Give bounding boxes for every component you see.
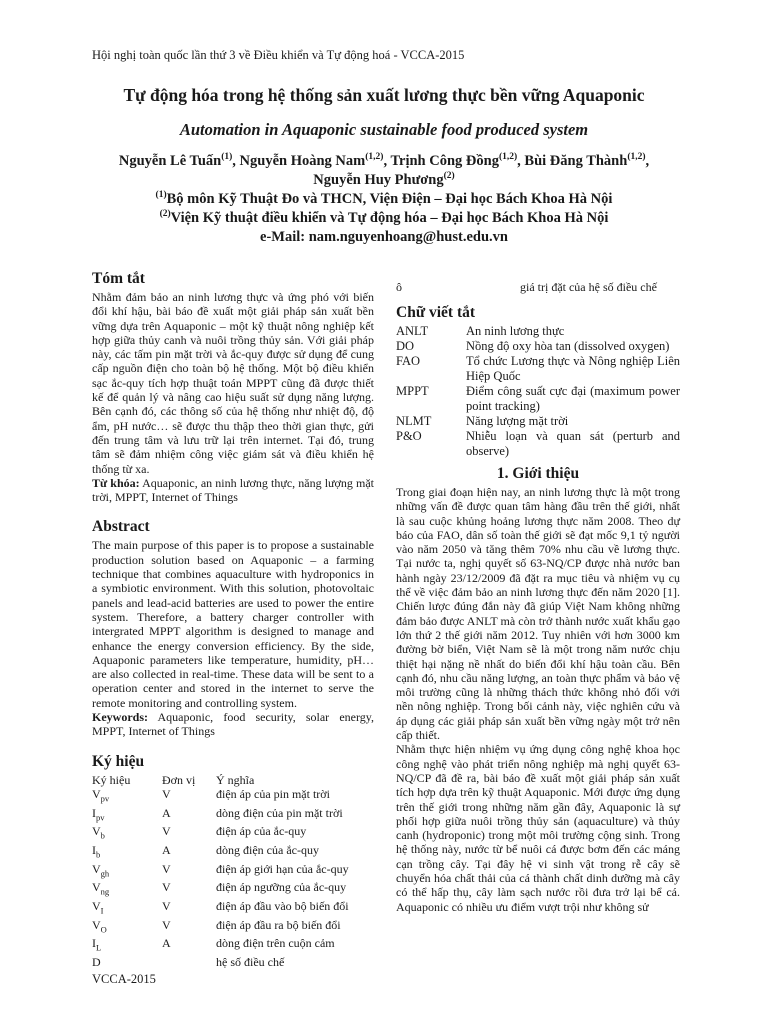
table-row bbox=[92, 955, 374, 974]
table-row bbox=[92, 899, 374, 918]
table-row bbox=[92, 806, 374, 825]
symbol-cell: $V_{gh}$ bbox=[92, 861, 110, 879]
meaning-cell: giá trị đặt của hệ số điều chế bbox=[520, 280, 657, 294]
meaning-cell: điện áp đầu ra bộ biến đổi bbox=[216, 917, 341, 932]
author-list-line2 bbox=[40, 171, 728, 190]
left-column bbox=[92, 270, 374, 974]
table-row bbox=[92, 824, 374, 843]
abbr-cell: ANLT bbox=[396, 324, 429, 338]
symbol-table-header bbox=[92, 773, 374, 787]
meaning-cell: điện áp của pin mặt trời bbox=[216, 786, 330, 801]
unit-cell: V bbox=[162, 917, 171, 932]
author-list: Nguyễn Lê Tuấn$^{(1)}$, Nguyễn Hoàng Nam$^{(1,2)}$, Trịnh Công Đồng$^{(1,2)}$, Bùi Đăng Thành$^{(1,2)}$, bbox=[118, 152, 650, 169]
table-row bbox=[92, 880, 374, 899]
tomtat-body: Nhằm đảm bảo an ninh lương thực và ứng phó với biến đổi khí hậu, bài báo đề xuất một giải pháp sản xuất bền vững dựa trên Aquaponic – một kỹ thuật nông nghiệp kết hợp giữa thủy canh và nuôi trồng thủy sản. Với giải pháp này, các tấm pin mặt trời và ắc-quy được sử dụng để cung cấp nguồn điện cho toàn bộ hệ thống. Một bộ điều khiển sạc ắc-quy tích hợp thuật toán MPPT cũng đã được thiết kế để quản lý và nâng cao hiệu suất sử dụng năng lượng. Bên cạnh đó, các thông số của hệ thống như nhiệt độ, độ ẩm, pH nước… sẽ được thu thập theo thời gian thực, gửi đến trung tâm và lưu trữ lại trên internet. Tại đó, trung tâm sẽ đảm nhiệm công việc giám sát và điều khiển hệ thống từ xa. bbox=[92, 290, 374, 476]
symbol-cell: $V_I$ bbox=[92, 899, 104, 916]
intro-heading: 1. Giới thiệu bbox=[496, 465, 580, 482]
unit-cell: A bbox=[162, 805, 171, 820]
paper-title-en: Automation in Aquaponic sustainable food produced system bbox=[179, 120, 589, 139]
abstract-heading: Abstract bbox=[92, 518, 150, 536]
author-affiliation-mark: (1,2) bbox=[498, 152, 518, 163]
unit-cell: V bbox=[162, 861, 171, 876]
symbol-cell: $V_{ng}$ bbox=[92, 880, 110, 897]
tomtat-heading: Tóm tắt bbox=[92, 270, 145, 287]
author-name: Nguyễn Huy Phương bbox=[313, 172, 444, 188]
abbr-cell: DO bbox=[396, 339, 415, 353]
title-block bbox=[40, 84, 728, 247]
table-row bbox=[396, 339, 680, 354]
abbr-cell: FAO bbox=[396, 354, 421, 368]
keywords-label: Từ khóa: bbox=[92, 475, 140, 490]
abstract-keywords bbox=[92, 710, 374, 739]
table-row bbox=[92, 918, 374, 937]
intro-paragraph-2: Nhằm thực hiện nhiệm vụ ứng dụng công nghệ khoa học công nghệ vào phát triển nông nghiệp mà nghị quyết 63-NQ/CP đã đề ra, bài báo đề xuất một giải pháp sản xuất tích hợp dựa trên kỹ thuật Aquaponic. Mới được ứng dụng trên thế giới trong những năm gần đây, Aquaponic là sự phối hợp giữa nuôi trồng thủy sản (aquaculture) và thủy canh (hydroponic) trong một môi trường cộng sinh. Trong hệ thống này, nước từ bể nuôi cá được bơm đến các máng cạn trồng cây. Tại đây hệ vi sinh vật trong rễ cây sẽ chuyển hóa chất thải của cá thành chất dinh dưỡng mà cây có thể hấp thụ, cây làm sạch nước rồi đưa trở lại bể cá. Aquaponic có nhiều ưu điểm vượt trội như không sử bbox=[396, 742, 680, 914]
tomtat-keywords bbox=[92, 476, 374, 505]
col-header-unit: Đơn vị bbox=[162, 772, 196, 787]
abbr-full-cell: Tổ chức Lương thực và Nông nghiệp Liên Hiệp Quốc bbox=[466, 354, 680, 383]
author-affiliation-mark: (2) bbox=[443, 171, 455, 182]
meaning-cell: dòng điện của ắc-quy bbox=[216, 842, 319, 857]
affiliation-text: Bộ môn Kỹ Thuật Đo và THCN, Viện Điện – Đại học Bách Khoa Hà Nội bbox=[166, 191, 613, 207]
col-header-symbol: Ký hiệu bbox=[92, 772, 131, 787]
meaning-cell: hệ số điều chế bbox=[216, 955, 285, 970]
keywords-label: Keywords: bbox=[92, 710, 148, 725]
abbr-full-cell: Điểm công suất cực đại (maximum power point tracking) bbox=[466, 384, 680, 413]
affiliation-mark: (1) bbox=[155, 190, 167, 201]
table-row bbox=[396, 429, 680, 459]
author-affiliation-mark: (1,2) bbox=[365, 152, 384, 163]
paper-title-vi: Tự động hóa trong hệ thống sản xuất lương thực bền vững Aquaponic bbox=[123, 85, 645, 105]
contact-email: e-Mail: nam.nguyenhoang@hust.edu.vn bbox=[260, 229, 508, 245]
symbol-cell: $V_b$ bbox=[92, 824, 105, 841]
unit-cell bbox=[162, 955, 216, 974]
chuviettat-heading: Chữ viết tắt bbox=[396, 304, 476, 321]
table-row bbox=[92, 787, 374, 806]
unit-cell: V bbox=[162, 880, 171, 895]
unit-cell: V bbox=[162, 899, 171, 914]
symbol-continuation-row bbox=[396, 280, 680, 294]
affiliation-2 bbox=[40, 209, 728, 228]
symbol-table bbox=[92, 773, 374, 974]
running-header: Hội nghị toàn quốc lần thứ 3 về Điều khiển và Tự động hoá - VCCA-2015 bbox=[92, 48, 465, 62]
keywords-text: Aquaponic, an ninh lương thực, năng lượng mặt trời, MPPT, Internet of Things bbox=[92, 475, 374, 505]
author-affiliation-mark: (1,2) bbox=[627, 152, 646, 163]
abbr-cell: MPPT bbox=[396, 384, 429, 398]
meaning-cell: điện áp ngưỡng của ắc-quy bbox=[216, 880, 347, 895]
symbol-cell: $I_b$ bbox=[92, 842, 101, 860]
abbr-full-cell: Năng lượng mặt trời bbox=[466, 414, 569, 428]
meaning-cell: điện áp của ắc-quy bbox=[216, 824, 307, 839]
author-affiliation-mark: (1) bbox=[221, 152, 233, 163]
unit-cell: V bbox=[162, 824, 171, 839]
abbr-full-cell: An ninh lương thực bbox=[466, 324, 565, 338]
table-row bbox=[396, 354, 680, 384]
affiliation-text: Viện Kỹ thuật điều khiển và Tự động hóa – Đại học Bách Khoa Hà Nội bbox=[170, 210, 609, 226]
kyhieu-heading: Ký hiệu bbox=[92, 752, 145, 770]
author-name: Nguyễn Hoàng Nam bbox=[239, 153, 366, 169]
affiliation-1 bbox=[40, 190, 728, 209]
abbr-cell: P&O bbox=[396, 429, 422, 443]
abbr-full-cell: Nhiễu loạn và quan sát (perturb and observe) bbox=[466, 429, 680, 458]
author-name: Bùi Đăng Thành bbox=[524, 153, 628, 169]
abbr-full-cell: Nồng độ oxy hòa tan (dissolved oxygen) bbox=[466, 339, 670, 353]
author-name: Trịnh Công Đồng bbox=[390, 153, 499, 169]
symbol-cell: D bbox=[92, 955, 101, 970]
author-name: Nguyễn Lê Tuấn bbox=[118, 153, 222, 169]
abbreviation-table bbox=[396, 324, 680, 459]
meaning-cell: điện áp đầu vào bộ biến đổi bbox=[216, 899, 349, 914]
affiliation-mark: (2) bbox=[159, 209, 171, 220]
col-header-meaning: Ý nghĩa bbox=[216, 772, 255, 787]
symbol-cell: $V_{pv}$ bbox=[92, 786, 110, 804]
unit-cell: A bbox=[162, 842, 171, 857]
keywords-text: Aquaponic, food security, solar energy, MPPT, Internet of Things bbox=[92, 710, 374, 739]
table-row bbox=[92, 862, 374, 881]
intro-paragraph-1: Trong giai đoạn hiện nay, an ninh lương thực là một trong những vấn đề được quan tâm hàng đầu trên thế giới, nhất là sau cuộc khủng hoảng lương thực năm 2008. Theo dự báo của FAO, dân số toàn thế giới sẽ đạt mốc 9,1 tỷ người vào năm 2050 và tăng thêm 70% nhu cầu về lương thực. Tại nước ta, nghị quyết số 63-NQ/CP được nhà nước ban hành ngày 23/12/2009 đã đặt ra mục tiêu và nhiệm vụ cụ thể về việc đảm bảo an ninh lương thực đến năm 2020 [1]. Chiến lược đúng đắn này đã giúp Việt Nam không những đảm bảo được ANLT mà còn trở thành nước xuất khẩu gạo lớn thứ 2 thế giới năm 2012. Tuy nhiên với hơn 3000 km đường bờ biển, Việt Nam sẽ là một trong năm nước chịu thiệt hại nặng nề nhất do biến đổi khí hậu toàn cầu. Bên cạnh đó, nhu cầu năng lượng, an toàn thực phẩm và bảo vệ môi trường cũng là những thách thức không nhỏ đối với nền nông nghiệp. Trong bối cảnh này, việc nghiên cứu và áp dụng các giải pháp sản xuất bền vững ngày một trở nên cấp thiết. bbox=[396, 485, 680, 743]
right-column bbox=[396, 280, 680, 914]
footer: VCCA-2015 bbox=[92, 972, 156, 986]
table-row bbox=[92, 936, 374, 955]
symbol-cell: $V_O$ bbox=[92, 917, 107, 935]
abstract-body: The main purpose of this paper is to propose a sustainable production solution based on Aquaponic – a farming technique that combines aquaculture with hydroponics in a symbiotic environment. With this solution, photovoltaic panels and lead-acid batteries are used to power the entire system. Therefore, a battery charger controller with intergrated MPPT algorithm is designed to manage and enhance the energy conversion efficiency. By the side, Aquaponic parameters like temperature, humidity, pH… are also collected in real-time. These data will be sent to a operation center and stored in the internet to serve the remote monitoring and controlling system. bbox=[92, 538, 374, 710]
symbol-cell: ô bbox=[396, 280, 402, 294]
symbol-cell: $I_{pv}$ bbox=[92, 805, 105, 822]
table-row bbox=[92, 843, 374, 862]
meaning-cell: dòng điện trên cuộn cảm bbox=[216, 936, 335, 951]
symbol-cell: $I_L$ bbox=[92, 936, 102, 953]
meaning-cell: dòng điện của pin mặt trời bbox=[216, 805, 343, 820]
table-row bbox=[396, 324, 680, 339]
abbr-cell: NLMT bbox=[396, 414, 432, 428]
table-row bbox=[396, 414, 680, 429]
unit-cell: V bbox=[162, 786, 171, 801]
table-row bbox=[396, 384, 680, 414]
unit-cell: A bbox=[162, 936, 171, 951]
meaning-cell: điện áp giới hạn của ắc-quy bbox=[216, 861, 349, 876]
